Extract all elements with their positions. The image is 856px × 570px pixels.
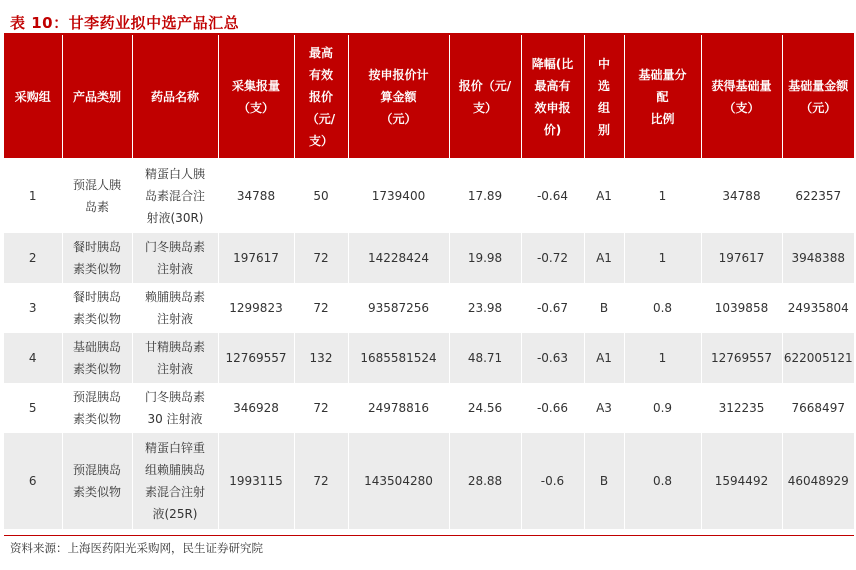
table-header-row [4,35,854,158]
table-cell: 346928 [218,383,294,433]
table-cell: B [584,283,624,333]
table-cell: 12769557 [218,333,294,383]
column-header: 报价（元/ 支） [449,35,521,158]
table-cell: 门冬胰岛素 注射液 [132,233,218,283]
table-cell: 50 [294,158,348,233]
table-cell: 1 [624,233,701,283]
table-cell: 5 [4,383,62,433]
column-header: 基础量金额 （元） [782,35,854,158]
table-cell: 餐时胰岛 素类似物 [62,283,132,333]
table-cell: 46048929 [782,433,854,529]
table-cell: 93587256 [348,283,449,333]
table-cell: 6 [4,433,62,529]
table-cell: 1739400 [348,158,449,233]
table-cell: 1993115 [218,433,294,529]
table-cell: 34788 [701,158,782,233]
table-cell: 0.9 [624,383,701,433]
column-header: 采集报量 （支） [218,35,294,158]
table-cell: 0.8 [624,283,701,333]
table-cell: 72 [294,233,348,283]
table-row [4,333,854,383]
table-cell: 1299823 [218,283,294,333]
table-cell: A1 [584,233,624,283]
table-cell: 预混胰岛 素类似物 [62,383,132,433]
table-cell: B [584,433,624,529]
table-cell: -0.64 [521,158,584,233]
table-cell: A1 [584,158,624,233]
table-cell: 132 [294,333,348,383]
table-cell: 0.8 [624,433,701,529]
table-cell: A1 [584,333,624,383]
column-header: 药品名称 [132,35,218,158]
column-header: 中 选 组 别 [584,35,624,158]
table-cell: 72 [294,433,348,529]
table-cell: 1 [4,158,62,233]
table-cell: -0.66 [521,383,584,433]
table-cell: 14228424 [348,233,449,283]
table-cell: 1685581524 [348,333,449,383]
table-row [4,233,854,283]
table-cell: 197617 [701,233,782,283]
table-cell: 1594492 [701,433,782,529]
column-header: 采购组 [4,35,62,158]
table-cell: 28.88 [449,433,521,529]
table-cell: 1039858 [701,283,782,333]
table-cell: 24978816 [348,383,449,433]
table-cell: -0.63 [521,333,584,383]
table-cell: -0.67 [521,283,584,333]
column-header: 产品类别 [62,35,132,158]
table-cell: 12769557 [701,333,782,383]
table-cell: 赖脯胰岛素 注射液 [132,283,218,333]
column-header: 基础量分 配 比例 [624,35,701,158]
column-header: 按申报价计 算金额 （元） [348,35,449,158]
table-cell: 精蛋白锌重 组赖脯胰岛 素混合注射 液(25R) [132,433,218,529]
column-header: 获得基础量 （支） [701,35,782,158]
table-cell: -0.72 [521,233,584,283]
table-cell: 17.89 [449,158,521,233]
table-cell: 4 [4,333,62,383]
table-cell: 门冬胰岛素 30 注射液 [132,383,218,433]
table-cell: 精蛋白人胰 岛素混合注 射液(30R) [132,158,218,233]
table-cell: A3 [584,383,624,433]
table-cell: 24.56 [449,383,521,433]
table-cell: 622005121 [782,333,854,383]
product-summary-table [4,35,854,529]
table-cell: 19.98 [449,233,521,283]
table-cell: 7668497 [782,383,854,433]
table-cell: 72 [294,283,348,333]
table-cell: 622357 [782,158,854,233]
table-cell: 72 [294,383,348,433]
table-cell: 197617 [218,233,294,283]
table-cell: 143504280 [348,433,449,529]
table-row [4,283,854,333]
table-cell: 基础胰岛 素类似物 [62,333,132,383]
table-cell: 预混胰岛 素类似物 [62,433,132,529]
table-row [4,383,854,433]
table-cell: -0.6 [521,433,584,529]
table-row [4,158,854,233]
bottom-rule [4,535,854,536]
source-note: 资料来源：上海医药阳光采购网，民生证券研究院 [10,541,263,555]
table-cell: 3948388 [782,233,854,283]
table-cell: 2 [4,233,62,283]
column-header: 最高 有效 报价 （元/ 支） [294,35,348,158]
table-cell: 1 [624,158,701,233]
table-title: 表 10：甘李药业拟中选产品汇总 [10,14,240,32]
table-cell: 34788 [218,158,294,233]
table-cell: 312235 [701,383,782,433]
table-cell: 3 [4,283,62,333]
table-cell: 48.71 [449,333,521,383]
table-cell: 1 [624,333,701,383]
table-row [4,433,854,529]
table-cell: 甘精胰岛素 注射液 [132,333,218,383]
table-cell: 餐时胰岛 素类似物 [62,233,132,283]
table-cell: 预混人胰 岛素 [62,158,132,233]
table-cell: 24935804 [782,283,854,333]
column-header: 降幅(比 最高有 效申报 价) [521,35,584,158]
table-cell: 23.98 [449,283,521,333]
